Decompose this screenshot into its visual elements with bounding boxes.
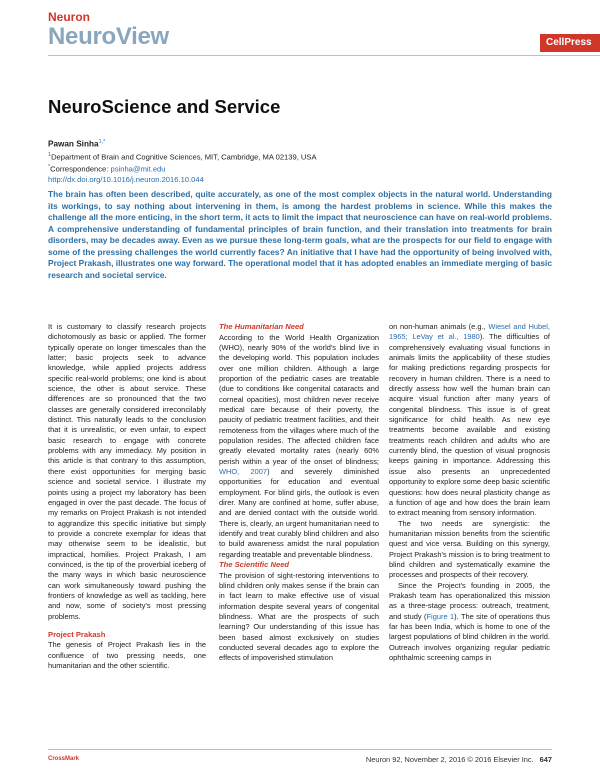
correspondence-label: Correspondence: (50, 164, 111, 174)
author-marks: 1,* (98, 139, 106, 145)
paragraph (219, 333, 379, 561)
body-column-3 (389, 322, 550, 663)
crossmark-logo[interactable]: CrossMark (48, 756, 80, 762)
body-column-2 (219, 322, 379, 664)
paragraph: It is customary to classify research projects dichotomously as basic or applied. The former typically operate on longer timescales than the latter; basic projects seek to advance knowledge, while applied projects address specific real-world problems; one kind is about science, the other is about service. These differences are so pronounced that the two classes are generally considered irreconcilably distinct. This naturally leads to the conclusion that it is unrealistic, or even unfair, to expect basic research to engage with concrete problems with any immediacy. My position in this article is that contrary to this assumption, there exist opportunities for merging basic science and societal service. I illustrate my points using a project my laboratory has been engaged in over the past decade. The focus of my remarks on Project Prakash is not intended to aggrandize this specific initiative but simply to provide a concrete exemplar for ideas that may otherwise seem to be idealistic, but impractical, homilies. Project Prakash, I am convinced, is the tip of the proverbial iceberg of the many ways in which basic neuroscience can work simultaneously toward pushing the frontiers of knowledge as well as tackling, here and now, some of society's most pressing problems. (48, 322, 206, 621)
affiliation: Department of Brain and Cognitive Sciences, MIT, Cambridge, MA 02139, USA (51, 152, 317, 162)
section-heading-scientific-need: The Scientific Need (219, 560, 290, 570)
doi-link[interactable]: http://dx.doi.org/10.1016/j.neuron.2016.10.044 (48, 174, 204, 184)
citation-link[interactable]: WHO, 2007 (219, 466, 268, 476)
affiliation-mark: 1 (48, 151, 52, 158)
text-run: Since the Project's founding in 2005, the Prakash team has operationalized this mission as a three-stage process: outreach, treatment, and study ( (389, 580, 550, 621)
cellpress-logo: CellPress (540, 34, 600, 52)
author-name: Pawan Sinha (48, 139, 99, 149)
paragraph: The genesis of Project Prakash lies in the confluence of two pressing needs, one humanitarian and the other scientific. (48, 640, 206, 671)
section-name: NeuroView (48, 23, 169, 50)
text-run: According to the World Health Organization (WHO), nearly 90% of the world's blind live in the developing world. This population includes over one million children. Although a large proportion of the pediatric cases are treatable (due to conditions like congenital cataracts and corneal opacities), most children never receive medical care because of their poverty, the paucity of pediatric treatment facilities, and their remoteness from the villages where much of the population resides. The affected children face greatly elevated mortality rates (nearly 60% perish within a year of the onset of blindness; (219, 332, 379, 466)
footer-citation (366, 755, 552, 764)
footer-divider (48, 749, 552, 750)
correspondence-email-link[interactable]: psinha@mit.edu (110, 164, 166, 174)
section-heading-humanitarian-need: The Humanitarian Need (219, 322, 304, 331)
header-divider (48, 55, 600, 56)
correspondence-mark: * (48, 164, 51, 171)
body-column-1 (48, 322, 206, 672)
paragraph: The provision of sight-restoring interventions to blind children only makes sense if the brain can in fact learn to make effective use of visual information despite several years of congenital blindness. What are the prospects of such learning? Our understanding of this issue has been based almost exclusively on studies conducted several decades ago to explore the effects of impoverished stimulation (219, 570, 379, 663)
text-run: on non-human animals (e.g., (389, 322, 489, 331)
page-number: 647 (539, 755, 552, 764)
paragraph (389, 322, 550, 519)
section-heading-project-prakash: Project Prakash (48, 629, 106, 639)
text-run: ) and severely diminished opportunities for education and eventual employment. For blind girls, the outlook is even direr. Many are confined at home, suffer abuse, and are denied contact with the outside world. There is, clearly, an urgent humanitarian need to identify and treat curably blind children and also to build awareness amidst the rural population regarding treatable and preventable blindness. (219, 466, 379, 559)
text-run: ). The site of operations thus far has been India, which is home to one of the largest populations of blind children in the world. Outreach involves organizing regular pediatric ophthalmic screening camps in (389, 611, 551, 662)
abstract: The brain has often been described, quite accurately, as one of the most complex objects in the natural world. Understanding its workings, to say nothing about intervening in them, is among the hardest problems in science. While this makes the challenge all the more enticing, in the short term, it acts to limit the impact that neuroscience can have on real-world problems. A comprehensive understanding of fundamental principles of brain function, and their translation into treatments for brain disorders, may be decades away. Even as we pursue these long-term goals, what are the prospects for our field to engage with some of the pressing challenges the world currently faces? An initiative that I have had the opportunity of being involved with, Project Prakash, illustrates one way forward. The operational model that it has adopted enables an immediate merging of basic research and societal service. (48, 189, 552, 280)
journal-name: Neuron (48, 10, 90, 24)
paragraph (389, 581, 550, 664)
paragraph: The two needs are synergistic: the humanitarian mission benefits from the scientific quest and vice versa. Building on this synergy, Project Prakash's mission is to bring treatment to blind children and systematically examine the processes and prospects of their recovery. (389, 518, 550, 580)
running-header (48, 10, 558, 50)
footer-citation-text: Neuron 92, November 2, 2016 © 2016 Elsevier Inc. (365, 755, 534, 764)
author-block (48, 137, 468, 185)
text-run: ). The difficulties of comprehensively evaluating visual functions in animals limits the applicability of these studies for making predictions regarding prospects for recovery in human children. There is a need to directly assess how well the human brain can acquire visual function after many years of congenital blindness. This issue is of great significance for child health. As new eye treatments become available and existing treatments reach children and adults who are currently blind, the question of visual prognosis keeps gaining in importance. Addressing this issue also presents an unprecedented opportunity to explore some deep basic scientific questions: how does neural plasticity change as a function of age and how does the brain learn to extract meaning from sensory information. (389, 332, 550, 518)
figure-link[interactable]: Figure 1 (426, 611, 455, 621)
citation-link[interactable]: Wiesel and Hubel, 1965; LeVay et al., 1980 (389, 322, 550, 342)
article-title: NeuroScience and Service (48, 96, 281, 117)
